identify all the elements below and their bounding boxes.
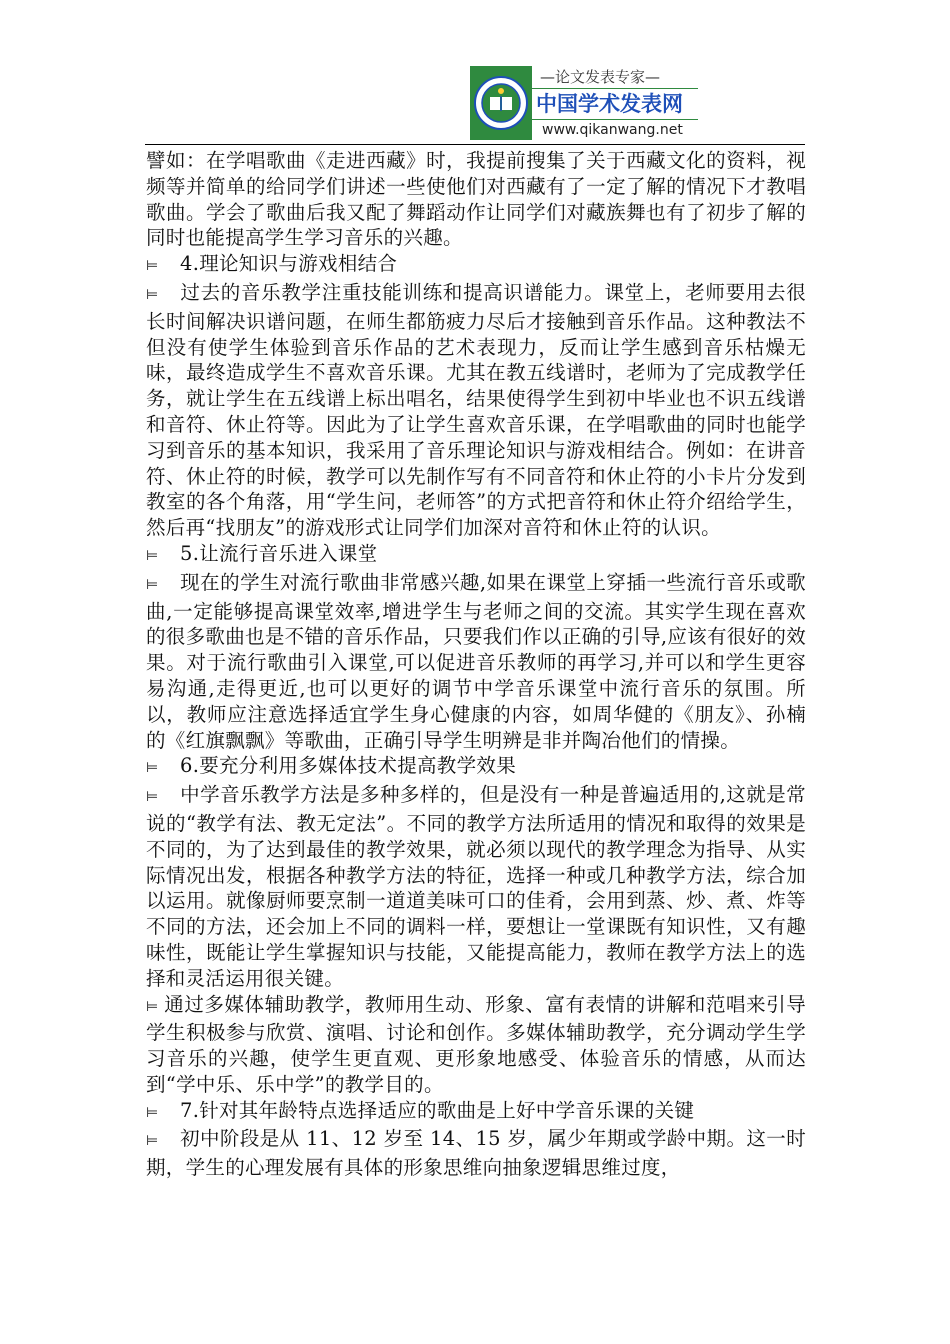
heading-text: 6.要充分利用多媒体技术提高教学效果 (180, 754, 517, 778)
section-heading (146, 1098, 806, 1127)
paragraph (146, 148, 806, 251)
paragraph-text: 譬如：在学唱歌曲《走进西藏》时，我提前搜集了关于西藏文化的资料，视频等并简单的给同学们讲述一些使他们对西藏有了一定了解的情况下才教唱歌曲。学会了歌曲后我又配了舞蹈动作让同学们对藏族舞也有了初步了解的同时也能提高学生学习音乐的兴趣。 (146, 149, 806, 250)
paragraph-text: 中学音乐教学方法是多种多样的，但是没有一种是普遍适用的,这就是常说的“教学有法、教无定法”。不同的教学方法所适用的情况和取得的效果是不同的，为了达到最佳的教学效果，就必须以现代的教学理念为指导、从实际情况出发，根据各种教学方法的特征，选择一种或几种教学方法，综合加以运用。就像厨师要烹制一道道美味可口的佳肴，会用到蒸、炒、煮、炸等不同的方法，还会加上不同的调料一样，要想让一堂课既有知识性，又有趣味性，既能让学生掌握知识与技能，又能提高能力，教师在教学方法上的选择和灵活运用很关键。 (146, 783, 806, 990)
bullet-mark: ⊨ (146, 547, 159, 564)
bullet-mark: ⊨ (146, 1104, 159, 1121)
site-logo (470, 66, 698, 140)
logo-slogan: —论文发表专家— (540, 68, 661, 86)
bullet-mark: ⊨ (146, 789, 159, 806)
heading-text: 5.让流行音乐进入课堂 (180, 541, 378, 565)
logo-brand: 中国学术发表网 (532, 88, 698, 120)
bullet-mark: ⊨ (146, 286, 159, 303)
paragraph (146, 782, 806, 991)
logo-site-url[interactable]: www.qikanwang.net (542, 122, 683, 138)
paragraph (146, 570, 806, 754)
section-heading (146, 251, 806, 280)
paragraph (146, 992, 806, 1098)
heading-text: 7.针对其年龄特点选择适应的歌曲是上好中学音乐课的关键 (180, 1098, 695, 1122)
seal-box (470, 66, 532, 140)
paragraph-text: 通过多媒体辅助教学，教师用生动、形象、富有表情的讲解和范唱来引导学生积极参与欣赏、演唱、讨论和创作。多媒体辅助教学，充分调动学生学习音乐的兴趣，使学生更直观、更形象地感受、体验音乐的情感，从而达到“学中乐、乐中学”的教学目的。 (146, 992, 806, 1096)
paragraph (146, 280, 806, 541)
paragraph-text: 现在的学生对流行歌曲非常感兴趣,如果在课堂上穿插一些流行音乐或歌曲,一定能够提高课堂效率,增进学生与老师之间的交流。其实学生现在喜欢的很多歌曲也是不错的音乐作品，只要我们作以正确的引导,应该有很好的效果。对于流行歌曲引入课堂,可以促进音乐教师的再学习,并可以和学生更容易沟通,走得更近,也可以更好的调节中学音乐课堂中流行音乐的氛围。所以，教师应注意选择适宜学生身心健康的内容，如周华健的《朋友》、孙楠的《红旗飘飘》等歌曲，正确引导学生明辨是非并陶冶他们的情操。 (146, 570, 806, 752)
document-body (146, 148, 806, 1181)
section-heading (146, 753, 806, 782)
bullet-mark: ⊨ (146, 1133, 159, 1150)
logo-text-block (532, 66, 698, 140)
bullet-mark: ⊨ (146, 576, 159, 593)
header-rule (145, 144, 805, 145)
heading-text: 4.理论知识与游戏相结合 (180, 252, 398, 276)
bullet-mark: ⊨ (146, 760, 159, 777)
bullet-mark: ⊨ (146, 998, 159, 1015)
bullet-mark: ⊨ (146, 258, 159, 275)
paragraph-text: 初中阶段是从 11、12 岁至 14、15 岁，属少年期或学龄中期。这一时期，学生的心理发展有具体的形象思维向抽象逻辑思维过度， (146, 1127, 806, 1180)
section-heading (146, 541, 806, 570)
paragraph-text: 过去的音乐教学注重技能训练和提高识谱能力。课堂上，老师要用去很长时间解决识谱问题，在师生都筋疲力尽后才接触到音乐作品。这种教法不但没有使学生体验到音乐作品的艺术表现力，反而让学生感到音乐枯燥无味，最终造成学生不喜欢音乐课。尤其在教五线谱时，老师为了完成教学任务，就让学生在五线谱上标出唱名，结果使得学生到初中毕业也不识五线谱和音符、休止符等。因此为了让学生喜欢音乐课，在学唱歌曲的同时也能学习到音乐的基本知识，我采用了音乐理论知识与游戏相结合。例如：在讲音符、休止符的时候，教学可以先制作写有不同音符和休止符的小卡片分发到教室的各个角落，用“学生问，老师答”的方式把音符和休止符介绍给学生，然后再“找朋友”的游戏形式让同学们加深对音符和休止符的认识。 (146, 280, 806, 540)
journal-seal-icon (473, 75, 529, 131)
paragraph (146, 1126, 806, 1181)
